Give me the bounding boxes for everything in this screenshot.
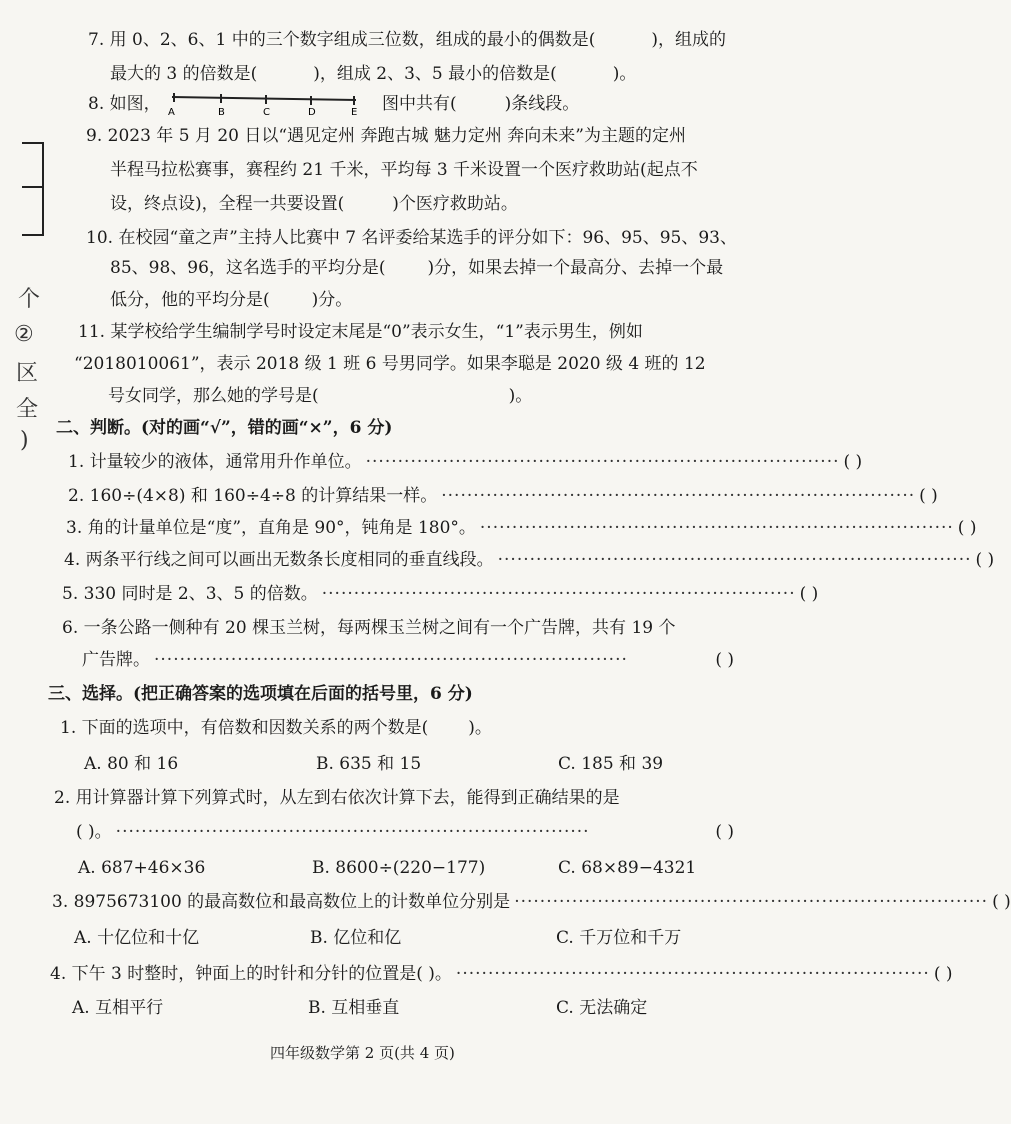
binding-bracket [22,142,44,236]
q8-line-start: 8. 如图， [88,94,161,114]
judge-answer-1[interactable]: ( ) [843,452,863,472]
choice-q3: 3. 8975673100 的最高数位和最高数位上的计数单位分别是 ·········································································· ( ) [52,892,1011,912]
judge-answer-3[interactable]: ( ) [957,518,977,538]
choice-q4-option-a[interactable]: A. 互相平行 [72,998,164,1018]
q8-segment-diagram [166,88,366,118]
choice-q2-line-2 [76,820,734,844]
choice-q3-option-a[interactable]: A. 十亿位和十亿 [74,928,200,948]
judge-answer-5[interactable]: ( ) [799,584,819,604]
margin-char-2: ② [14,322,34,347]
judge-item-1: 1. 计量较少的液体，通常用升作单位。 ·········································································· ( ) [68,452,863,472]
leader-dots: ·········································································· [479,518,954,538]
leader-dots: ·········································································· [321,584,796,604]
leader-dots: ·········································································· [497,550,972,570]
judge-item-3: 3. 角的计量单位是“度”，直角是 90°，钝角是 180°。 ·········································································· ( ) [66,518,977,538]
judge-section-title: 二、判断。(对的画“√”，错的画“×”，6 分) [56,418,393,438]
choice-q2-blank[interactable]: ( )。 [76,822,112,842]
margin-char-4: 全 [16,397,39,422]
judge-answer-4[interactable]: ( ) [975,550,995,570]
leader-dots: ·········································································· [455,964,930,984]
choice-q4-option-c[interactable]: C. 无法确定 [556,998,648,1018]
q11-line-2: “2018010061”，表示 2018 级 1 班 6 号男同学。如果李聪是 2020 级 4 班的 12 [74,354,706,374]
leader-dots: ·········································································· [365,452,840,472]
choice-q4: 4. 下午 3 时整时，钟面上的时针和分针的位置是( )。 ·········································································· ( ) [50,964,953,984]
choice-q2-option-a[interactable]: A. 687+46×36 [78,858,206,878]
choice-section-title: 三、选择。(把正确答案的选项填在后面的括号里，6 分) [48,684,473,704]
margin-char-5: ) [20,428,29,453]
choice-q3-option-b[interactable]: B. 亿位和亿 [310,928,402,948]
q8-line [172,97,356,100]
q11-line-1: 11. 某学校给学生编制学号时设定末尾是“0”表示女生，“1”表示男生，例如 [78,322,643,342]
choice-q2-line-1: 2. 用计算器计算下列算式时，从左到右依次计算下去，能得到正确结果的是 [54,788,620,808]
choice-answer-3[interactable]: ( ) [992,892,1011,912]
q8-line-end: 图中共有( )条线段。 [382,94,580,114]
leader-dots: ·········································································· [154,650,628,670]
q8-point-e: E [351,107,358,118]
q8-point-b: B [218,107,225,118]
q10-line-2: 85、98、96，这名选手的平均分是( )分，如果去掉一个最高分、去掉一个最 [110,258,724,278]
binding-bracket-divider [22,186,44,188]
choice-q3-option-c[interactable]: C. 千万位和千万 [556,928,682,948]
margin-char-3: 区 [16,361,39,386]
q9-line-1: 9. 2023 年 5 月 20 日以“遇见定州 奔跑古城 魅力定州 奔向未来”为主题的定州 [86,126,686,146]
q7-line-2: 最大的 3 的倍数是( )，组成 2、3、5 最小的倍数是( )。 [110,64,637,84]
q8-point-a: A [168,107,175,118]
q8-point-c: C [263,107,270,118]
judge-item-2: 2. 160÷(4×8) 和 160÷4÷8 的计算结果一样。 ·········································································· ( ) [68,486,938,506]
leader-dots: ·········································································· [514,892,989,912]
choice-q1-option-a[interactable]: A. 80 和 16 [84,754,179,774]
choice-answer-2[interactable]: ( ) [715,822,734,842]
leader-dots: ·········································································· [441,486,916,506]
q9-line-3: 设，终点设)，全程一共要设置( )个医疗救助站。 [110,194,518,214]
q11-line-3: 号女同学，那么她的学号是( )。 [108,386,533,406]
q10-line-1: 10. 在校园“童之声”主持人比赛中 7 名评委给某选手的评分如下：96、95、95、93、 [86,228,737,248]
choice-q2-option-c[interactable]: C. 68×89−4321 [558,858,697,878]
choice-answer-4[interactable]: ( ) [933,964,953,984]
judge-answer-6[interactable]: ( ) [715,650,734,670]
q9-line-2: 半程马拉松赛事，赛程约 21 千米，平均每 3 千米设置一个医疗救助站(起点不 [110,160,698,180]
page-footer: 四年级数学第 2 页(共 4 页) [270,1044,455,1062]
q7-line-1: 7. 用 0、2、6、1 中的三个数字组成三位数，组成的最小的偶数是( )，组成的 [88,30,726,50]
q10-line-3: 低分，他的平均分是( )分。 [110,290,353,310]
judge-answer-2[interactable]: ( ) [919,486,938,506]
choice-q1: 1. 下面的选项中，有倍数和因数关系的两个数是( )。 [60,718,492,738]
judge-item-6-cont: 广告牌。 ·········································································· ( ) [82,650,734,670]
judge-item-6: 6. 一条公路一侧种有 20 棵玉兰树，每两棵玉兰树之间有一个广告牌，共有 19 个 [62,618,676,638]
q8-point-d: D [308,107,316,118]
choice-q2-option-b[interactable]: B. 8600÷(220−177) [312,858,486,878]
choice-q1-option-b[interactable]: B. 635 和 15 [316,754,422,774]
leader-dots: ·········································································· [115,822,590,842]
choice-q1-option-c[interactable]: C. 185 和 39 [558,754,664,774]
choice-q4-option-b[interactable]: B. 互相垂直 [308,998,400,1018]
judge-item-5: 5. 330 同时是 2、3、5 的倍数。 ·········································································· ( ) [62,584,819,604]
margin-char-1: 个 [18,287,41,312]
judge-item-4: 4. 两条平行线之间可以画出无数条长度相同的垂直线段。 ·········································································· ( ) [64,550,995,570]
